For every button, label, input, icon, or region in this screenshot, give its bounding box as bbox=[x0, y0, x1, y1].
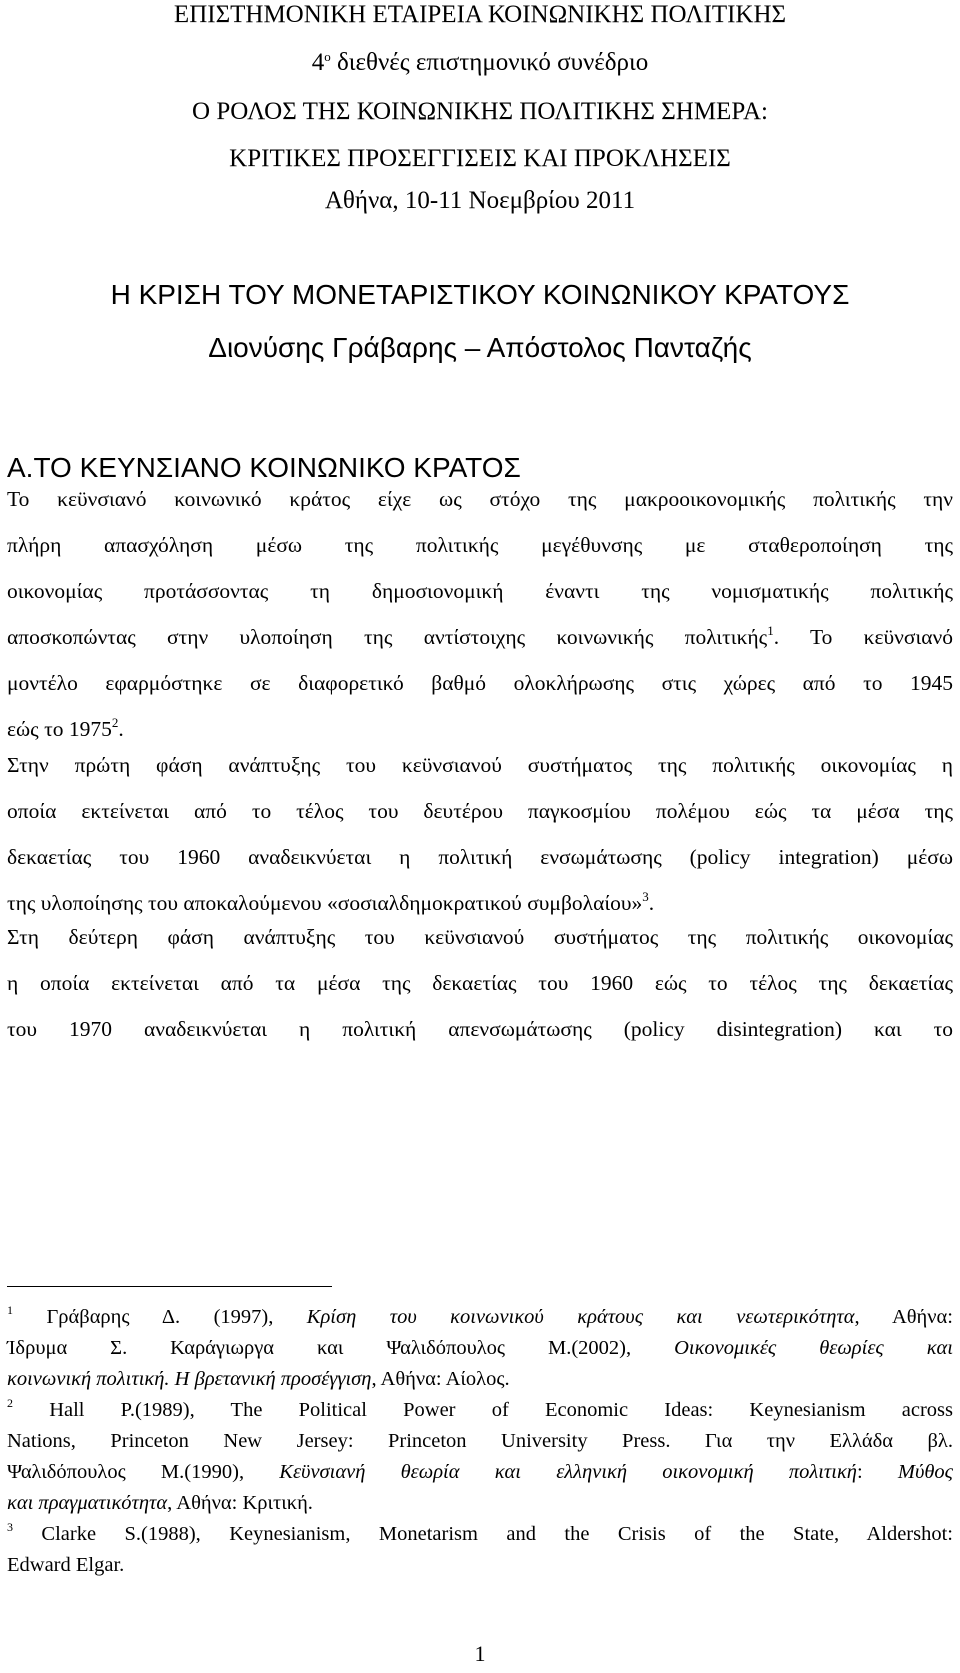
paragraph-line: οικονομίας προτάσσοντας τη δημοσιονομική έναντι της νομισματικής πολιτικής bbox=[7, 579, 953, 603]
footnote-line bbox=[7, 1395, 953, 1426]
paragraph-text: . bbox=[648, 891, 655, 915]
paragraph-line: Στη δεύτερη φάση ανάπτυξης του κεϋνσιανού συστήματος της πολιτικής οικονομίας bbox=[7, 925, 953, 949]
footnote-2 bbox=[7, 1395, 953, 1519]
paragraph-3 bbox=[7, 914, 953, 1052]
society-name: ΕΠΙΣΤΗΜΟΝΙΚΗ ΕΤΑΙΡΕΙΑ ΚΟΙΝΩΝΙΚΗΣ ΠΟΛΙΤΙΚΗΣ bbox=[173, 1, 787, 28]
page-number: 1 bbox=[474, 1641, 486, 1666]
paragraph-line: πλήρη απασχόληση μέσω της πολιτικής μεγέθυνσης με σταθεροποίηση της bbox=[7, 533, 953, 557]
footnote-number: 1 bbox=[7, 1303, 13, 1317]
paragraph-line: Το κεϋνσιανό κοινωνικό κράτος είχε ως στόχο της μακροοικονομικής πολιτικής την bbox=[7, 487, 953, 511]
paper-title: Η ΚΡΙΣΗ ΤΟΥ ΜΟΝΕΤΑΡΙΣΤΙΚΟΥ ΚΟΙΝΩΝΙΚΟΥ ΚΡΑΤΟΥΣ bbox=[110, 279, 850, 310]
footnote-text: Γράβαρης Δ. (1997), bbox=[13, 1306, 307, 1328]
conference-place-date: Αθήνα, 10-11 Νοεμβρίου 2011 bbox=[324, 187, 636, 214]
footnote-line bbox=[7, 1457, 953, 1488]
footnote-title: κοινωνική πολιτική. Η βρετανική προσέγγιση bbox=[7, 1368, 372, 1390]
paragraph-text: αποσκοπώντας στην υλοποίηση της αντίστοιχης κοινωνικής πολιτικής bbox=[7, 625, 768, 649]
footnote-line bbox=[7, 1488, 953, 1519]
footnote-text: : bbox=[856, 1461, 898, 1483]
footnote-text: , Αθήνα: Κριτική. bbox=[167, 1492, 313, 1514]
footnote-line bbox=[7, 1364, 953, 1395]
paragraph-2 bbox=[7, 742, 953, 926]
paragraph-line: Στην πρώτη φάση ανάπτυξης του κεϋνσιανού συστήματος της πολιτικής οικονομίας η bbox=[7, 753, 953, 777]
footnote-ref-3: 3 bbox=[642, 889, 649, 904]
footnote-title: Μύθος bbox=[897, 1461, 953, 1483]
footnote-text: , Αθήνα: Αίολος. bbox=[371, 1368, 510, 1390]
footnote-text: Ψαλιδόπουλος Μ.(1990), bbox=[7, 1461, 280, 1483]
paragraph-line: του 1970 αναδεικνύεται η πολιτική απενσωμάτωσης (policy disintegration) και το bbox=[7, 1017, 953, 1041]
footnote-text: Clarke S.(1988), Keynesianism, Monetarism and the Crisis of the State, Aldershot: bbox=[13, 1523, 953, 1545]
footnote-3 bbox=[7, 1519, 953, 1581]
footnote-text: Hall P.(1989), The Political Power of Economic Ideas: Keynesianism across bbox=[13, 1399, 953, 1421]
footnote-line bbox=[7, 1519, 953, 1550]
footnote-number: 3 bbox=[7, 1520, 13, 1534]
conference-theme-line1: Ο ΡΟΛΟΣ ΤΗΣ ΚΟΙΝΩΝΙΚΗΣ ΠΟΛΙΤΙΚΗΣ ΣΗΜΕΡΑ: bbox=[192, 98, 768, 125]
footnote-title: και πραγματικότητα bbox=[7, 1492, 168, 1514]
footnote-ref-1: 1 bbox=[767, 623, 774, 638]
footnote-title: Κρίση του κοινωνικού κράτους και νεωτερικότητα bbox=[306, 1306, 855, 1328]
conference-text: διεθνές επιστημονικό συνέδριο bbox=[330, 49, 649, 76]
paragraph-text: . bbox=[118, 717, 124, 741]
conference-line bbox=[0, 48, 960, 78]
footnote-line bbox=[7, 1333, 953, 1364]
paragraph-line: οποία εκτείνεται από το τέλος του δευτέρου παγκοσμίου πολέμου εώς τα μέσα της bbox=[7, 799, 953, 823]
paragraph-line: η οποία εκτείνεται από τα μέσα της δεκαετίας του 1960 εώς το τέλος της δεκαετίας bbox=[7, 971, 953, 995]
footnote-ref-2: 2 bbox=[111, 715, 119, 730]
footnote-separator bbox=[7, 1286, 332, 1287]
footnote-line bbox=[7, 1302, 953, 1333]
paragraph-line bbox=[7, 614, 953, 660]
footnote-title: Κεϋνσιανή θεωρία και ελληνική οικονομική πολιτική bbox=[279, 1461, 857, 1483]
paragraph-1 bbox=[7, 476, 953, 752]
paragraph-line: δεκαετίας του 1960 αναδεικνύεται η πολιτική ενσωμάτωσης (policy integration) μέσω bbox=[7, 845, 953, 869]
footnote-line: Nations, Princeton New Jersey: Princeton University Press. Για την Ελλάδα βλ. bbox=[7, 1430, 953, 1452]
paragraph-text: . Το κεϋνσιανό bbox=[773, 625, 953, 649]
footnote-text: Ίδρυμα Σ. Καράγιωργα και Ψαλιδόπουλος Μ.(2002), bbox=[7, 1337, 675, 1359]
paper-authors: Διονύσης Γράβαρης – Απόστολος Πανταζής bbox=[208, 332, 752, 363]
paragraph-text: της υλοποίησης του αποκαλούμενου «σοσιαλδημοκρατικού συμβολαίου» bbox=[7, 891, 643, 915]
paragraph-line: μοντέλο εφαρμόστηκε σε διαφορετικό βαθμό ολοκλήρωσης στις χώρες από το 1945 bbox=[7, 671, 953, 695]
footnote-title: Οικονομικές θεωρίες και bbox=[674, 1337, 953, 1359]
conference-number: 4 bbox=[311, 49, 325, 76]
footnote-number: 2 bbox=[7, 1396, 13, 1410]
footnote-1 bbox=[7, 1302, 953, 1395]
conference-theme-line2: ΚΡΙΤΙΚΕΣ ΠΡΟΣΕΓΓΙΣΕΙΣ ΚΑΙ ΠΡΟΚΛΗΣΕΙΣ bbox=[229, 145, 731, 172]
section-heading: Α.ΤΟ ΚΕΥΝΣΙΑΝΟ ΚΟΙΝΩΝΙΚΟ ΚΡΑΤΟΣ bbox=[7, 452, 521, 483]
footnote-line: Edward Elgar. bbox=[7, 1554, 125, 1576]
paragraph-text: εώς το 1975 bbox=[7, 717, 112, 741]
footnote-text: , Αθήνα: bbox=[854, 1306, 953, 1328]
conference-ordinal: ο bbox=[324, 49, 331, 64]
